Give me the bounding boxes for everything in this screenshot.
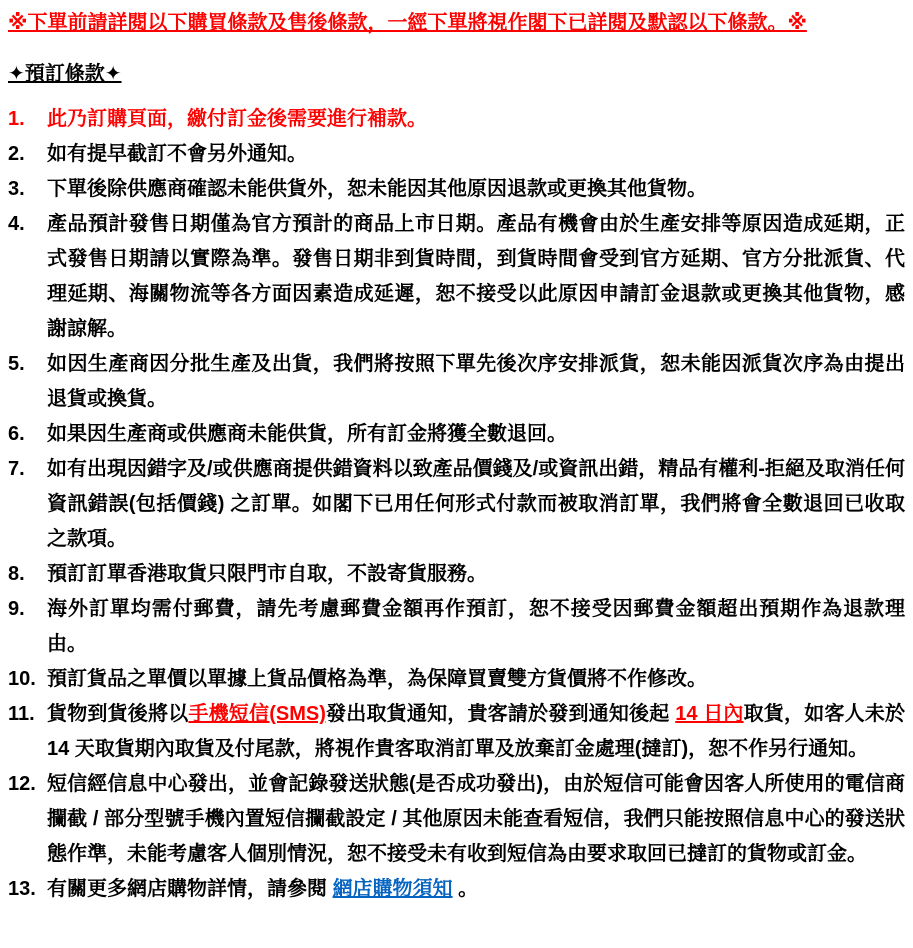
term-text: 短信經信息中心發出，並會記錄發送狀態(是否成功發出)，由於短信可能會因客人所使用的電信商攔截 / 部分型號手機內置短信攔截設定 / 其他原因未能查看短信，我們只能按照信息中心的發送狀態作準，未能考慮客人個別情況，恕不接受未有收到短信為由要求取回已撻訂的貨物或訂金。 — [47, 773, 905, 865]
term-text: 如果因生產商或供應商未能供貨，所有訂金將獲全數退回。 — [47, 423, 567, 445]
term-text: 如有出現因錯字及/或供應商提供錯資料以致產品價錢及/或資訊出錯，精品有權利-拒絕及取消任何資訊錯誤(包括價錢) 之訂單。如閣下已用任何形式付款而被取消訂單，我們將會全數退回已收取之款項。 — [47, 458, 905, 550]
term-number: 3. — [8, 178, 25, 200]
term-item-5 — [8, 347, 905, 417]
term-item-3 — [8, 172, 905, 207]
term-text — [47, 697, 905, 767]
term-item-9 — [8, 592, 905, 662]
term-number: 2. — [8, 143, 25, 165]
term-text: 預訂訂單香港取貨只限門市自取，不設寄貨服務。 — [47, 563, 487, 585]
pickup-deadline-highlight: 14 日內 — [675, 703, 744, 725]
term-text: 此乃訂購頁面，繳付訂金後需要進行補款。 — [47, 108, 427, 130]
term-text: 預訂貨品之單價以單據上貨品價格為準，為保障買賣雙方貨價將不作修改。 — [47, 668, 707, 690]
term-number: 4. — [8, 213, 25, 235]
term-text-segment: 有關更多網店購物詳情，請參閱 — [47, 878, 333, 900]
section-header-preorder-terms: ✦預訂條款✦ — [8, 63, 122, 85]
term-number: 1. — [8, 108, 25, 130]
term-text: 如因生產商因分批生產及出貨，我們將按照下單先後次序安排派貨，恕未能因派貨次序為由提出退貨或換貨。 — [47, 353, 905, 410]
term-number: 13. — [8, 878, 36, 900]
shop-guide-link[interactable]: 網店購物須知 — [332, 878, 453, 900]
term-number: 10. — [8, 668, 36, 690]
term-item-8 — [8, 557, 905, 592]
term-number: 9. — [8, 598, 25, 620]
term-item-13 — [8, 872, 905, 907]
term-item-10 — [8, 662, 905, 697]
term-number: 6. — [8, 423, 25, 445]
term-item-4 — [8, 207, 905, 347]
term-item-11 — [8, 697, 905, 767]
term-number: 8. — [8, 563, 25, 585]
term-text: 海外訂單均需付郵費，請先考慮郵費金額再作預訂，恕不接受因郵費金額超出預期作為退款理由。 — [47, 598, 905, 655]
term-number: 7. — [8, 458, 25, 480]
term-item-2 — [8, 137, 905, 172]
sms-highlight: 手機短信(SMS) — [188, 703, 326, 725]
term-text: 下單後除供應商確認未能供貨外，恕未能因其他原因退款或更換其他貨物。 — [47, 178, 707, 200]
term-number: 11. — [8, 703, 35, 725]
terms-list — [8, 102, 905, 907]
term-text-segment: 發出取貨通知，貴客請於發到通知後起 — [325, 703, 676, 725]
term-item-12 — [8, 767, 905, 872]
term-text — [47, 872, 905, 907]
term-text-segment: 。 — [452, 878, 479, 900]
term-number: 5. — [8, 353, 25, 375]
term-item-7 — [8, 452, 905, 557]
term-text: 產品預計發售日期僅為官方預計的商品上市日期。產品有機會由於生產安排等原因造成延期，正式發售日期請以實際為準。發售日期非到貨時間，到貨時間會受到官方延期、官方分批派貨、代理延期、海關物流等各方面因素造成延遲，恕不接受以此原因申請訂金退款或更換其他貨物，感謝諒解。 — [47, 213, 905, 340]
term-number: 12. — [8, 773, 36, 795]
term-text: 如有提早截訂不會另外通知。 — [47, 143, 307, 165]
page-title: ※下單前請詳閱以下購買條款及售後條款，一經下單將視作閣下已詳閱及默認以下條款。※ — [8, 12, 807, 34]
term-text-segment: 貨物到貨後將以 — [47, 703, 189, 725]
term-text-segment: 取貨，如客人未於 14 天取貨期內取貨及付尾款，將視作貴客取消訂單及放棄訂金處理(撻訂)，恕不作另行通知。 — [47, 703, 906, 760]
term-item-1 — [8, 102, 905, 137]
term-item-6 — [8, 417, 905, 452]
